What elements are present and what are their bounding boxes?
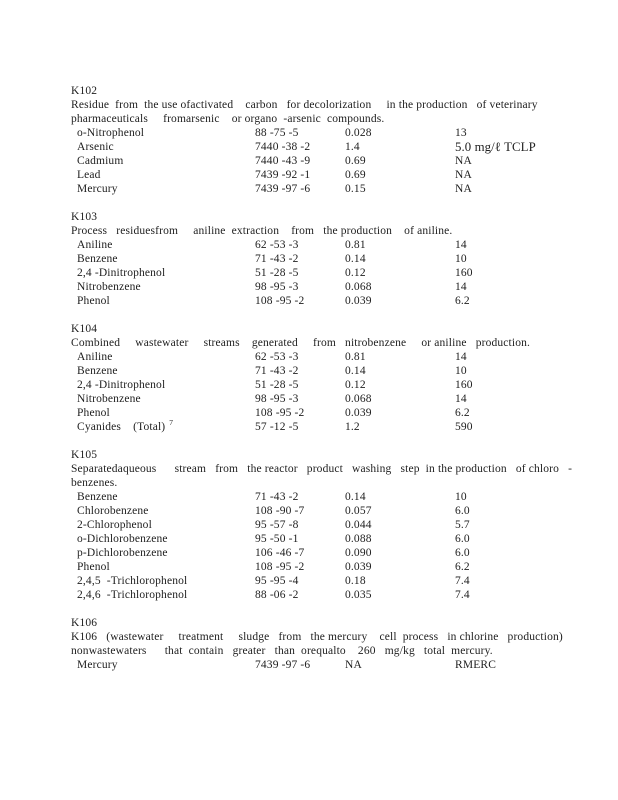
limit-value: NA [455,183,472,195]
section-description-line: Combined wastewater streams generated from nitrobenzene or aniline production. [71,337,531,349]
chemical-name [71,658,255,672]
constituent-row [71,532,541,546]
limit-value: 590 [455,421,473,433]
concentration-value: 0.028 [345,127,372,139]
concentration-value: 0.18 [345,575,366,587]
chemical-name-text: Chlorobenzene [77,505,149,517]
cas-number: 108 -95 -2 [255,561,305,573]
concentration-value: 0.14 [345,491,366,503]
constituent-row [71,546,541,560]
constituent-row [71,658,541,672]
constituent-row [71,294,541,308]
concentration-value: 0.69 [345,155,366,167]
constituent-row [71,392,541,406]
chemical-name-text: 2-Chlorophenol [77,519,152,531]
cas-number: 7440 -38 -2 [255,141,311,153]
cas-number: 71 -43 -2 [255,365,299,377]
chemical-name-text: Cyanides (Total) [77,421,166,433]
waste-code-heading: K102 [71,85,98,97]
constituent-row [71,182,541,196]
chemical-name [71,294,255,308]
chemical-name [71,280,255,294]
concentration-value: 0.068 [345,281,372,293]
waste-code-section [71,210,541,308]
concentration-value: 0.039 [345,407,372,419]
chemical-name-text: Benzene [77,253,118,265]
chemical-name-text: Arsenic [77,141,114,153]
waste-code-heading: K106 [71,617,98,629]
cas-number: 62 -53 -3 [255,351,299,363]
concentration-value: 0.12 [345,267,366,279]
cas-number: 7439 -92 -1 [255,169,311,181]
chemical-name-text: Cadmium [77,155,124,167]
cas-number: 57 -12 -5 [255,421,299,433]
constituent-row [71,154,541,168]
limit-value: 14 [455,393,467,405]
constituent-row [71,252,541,266]
chemical-name-text: p-Dichlorobenzene [77,547,168,559]
concentration-value: 0.090 [345,547,372,559]
chemical-name [71,504,255,518]
constituent-row [71,126,541,140]
constituent-row [71,420,541,434]
limit-value: 6.0 [455,533,470,545]
chemical-name [71,182,255,196]
limit-value: RMERC [455,659,497,671]
constituent-row [71,364,541,378]
constituent-row [71,574,541,588]
chemical-name-text: 2,4 -Dinitrophenol [77,267,166,279]
cas-number: 62 -53 -3 [255,239,299,251]
waste-code-section [71,322,541,434]
limit-value: 10 [455,491,467,503]
concentration-value: 0.12 [345,379,366,391]
limit-value: 6.0 [455,505,470,517]
chemical-name-text: o-Dichlorobenzene [77,533,168,545]
cas-number: 7440 -43 -9 [255,155,311,167]
concentration-value: 0.057 [345,505,372,517]
limit-value: 14 [455,239,467,251]
chemical-name [71,154,255,168]
chemical-name-text: Benzene [77,491,118,503]
concentration-value: 0.039 [345,561,372,573]
chemical-name [71,490,255,504]
chemical-name [71,238,255,252]
constituent-row [71,490,541,504]
cas-number: 98 -95 -3 [255,393,299,405]
constituent-row [71,378,541,392]
concentration-value: 0.044 [345,519,372,531]
cas-number: 88 -06 -2 [255,589,299,601]
constituent-row [71,518,541,532]
constituent-row [71,504,541,518]
limit-value: 13 [455,127,467,139]
concentration-value: NA [345,659,362,671]
chemical-name [71,546,255,560]
chemical-name [71,532,255,546]
section-description-line: K106 (wastewater treatment sludge from the mercury cell process in chlorine production) [71,631,563,643]
concentration-value: 0.81 [345,351,366,363]
concentration-value: 0.068 [345,393,372,405]
concentration-value: 0.15 [345,183,366,195]
concentration-value: 1.2 [345,421,360,433]
cas-number: 106 -46 -7 [255,547,305,559]
concentration-value: 0.14 [345,253,366,265]
limit-value: 6.0 [455,547,470,559]
chemical-name-text: Mercury [77,183,118,195]
chemical-name [71,364,255,378]
limit-value: 6.2 [455,561,470,573]
section-description-line: Residue from the use ofactivated carbon for decolorization in the production of veterinary [71,99,538,111]
chemical-name [71,350,255,364]
limit-value: 160 [455,379,473,391]
limit-value: 7.4 [455,575,470,587]
cas-number: 51 -28 -5 [255,267,299,279]
cas-number: 7439 -97 -6 [255,183,311,195]
limit-value: 6.2 [455,295,470,307]
limit-value: 14 [455,351,467,363]
limit-value: 5.7 [455,519,470,531]
limit-value: 160 [455,267,473,279]
chemical-name-text: Phenol [77,407,110,419]
constituent-row [71,560,541,574]
chemical-name-text: o-Nitrophenol [77,127,145,139]
concentration-value: 0.14 [345,365,366,377]
cas-number: 95 -50 -1 [255,533,299,545]
chemical-name [71,560,255,574]
section-description-line: Process residuesfrom aniline extraction from the production of aniline. [71,225,453,237]
chemical-name-text: Lead [77,169,101,181]
limit-value: NA [455,155,472,167]
waste-code-section [71,616,563,672]
chemical-name [71,392,255,406]
cas-number: 108 -90 -7 [255,505,305,517]
constituent-row [71,406,541,420]
section-description-line: benzenes. [71,477,118,489]
chemical-name [71,126,255,140]
chemical-name [71,252,255,266]
chemical-name [71,140,255,154]
chemical-name [71,266,255,280]
limit-value: NA [455,169,472,181]
cas-number: 7439 -97 -6 [255,659,311,671]
waste-code-section [71,84,541,196]
footnote-reference: 7 [169,418,174,428]
chemical-name [71,406,255,420]
chemical-name [71,420,255,434]
limit-value: 14 [455,281,467,293]
waste-code-heading: K103 [71,211,98,223]
chemical-name-text: Phenol [77,295,110,307]
chemical-name-text: Mercury [77,659,118,671]
chemical-name-text: Nitrobenzene [77,281,141,293]
limit-value: 6.2 [455,407,470,419]
concentration-value: 0.81 [345,239,366,251]
cas-number: 95 -57 -8 [255,519,299,531]
concentration-value: 0.035 [345,589,372,601]
constituent-row [71,168,541,182]
cas-number: 71 -43 -2 [255,253,299,265]
chemical-name [71,168,255,182]
waste-code-section [71,448,573,602]
section-description-line: nonwastewaters that contain greater than orequalto 260 mg/kg total mercury. [71,645,493,657]
chemical-name-text: Nitrobenzene [77,393,141,405]
chemical-name [71,588,255,602]
chemical-name-text: 2,4,6 -Trichlorophenol [77,589,188,601]
document-content [71,84,573,686]
constituent-row [71,280,541,294]
constituent-row [71,588,541,602]
cas-number: 95 -95 -4 [255,575,299,587]
waste-code-heading: K104 [71,323,98,335]
chemical-name-text: Aniline [77,239,113,251]
chemical-name-text: Phenol [77,561,110,573]
chemical-name-text: Benzene [77,365,118,377]
cas-number: 108 -95 -2 [255,295,305,307]
cas-number: 88 -75 -5 [255,127,299,139]
cas-number: 108 -95 -2 [255,407,305,419]
chemical-name-text: Aniline [77,351,113,363]
constituent-row [71,238,541,252]
concentration-value: 1.4 [345,141,360,153]
concentration-value: 0.69 [345,169,366,181]
waste-code-heading: K105 [71,449,98,461]
cas-number: 71 -43 -2 [255,491,299,503]
section-description-line: pharmaceuticals fromarsenic or organo -arsenic compounds. [71,113,385,125]
concentration-value: 0.039 [345,295,372,307]
chemical-name [71,574,255,588]
limit-value: 10 [455,365,467,377]
limit-value: 10 [455,253,467,265]
concentration-value: 0.088 [345,533,372,545]
constituent-row [71,140,541,154]
limit-value: 7.4 [455,589,470,601]
constituent-row [71,350,541,364]
section-description-line: Separatedaqueous stream from the reactor product washing step in the production of chloro - [71,463,573,475]
chemical-name-text: 2,4 -Dinitrophenol [77,379,166,391]
chemical-name [71,518,255,532]
constituent-row [71,266,541,280]
chemical-name-text: 2,4,5 -Trichlorophenol [77,575,188,587]
cas-number: 98 -95 -3 [255,281,299,293]
cas-number: 51 -28 -5 [255,379,299,391]
limit-value: 5.0 mg/ℓ TCLP [455,140,536,154]
chemical-name [71,378,255,392]
